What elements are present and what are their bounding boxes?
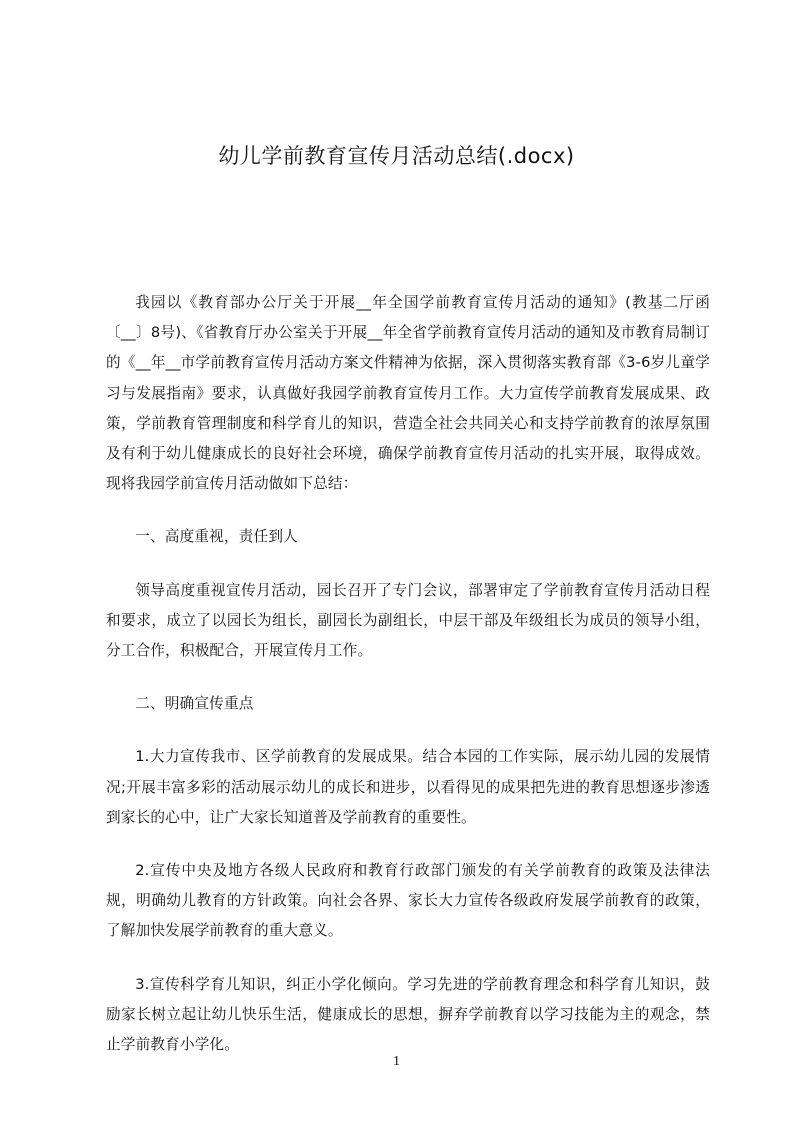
- section-2-heading: 二、明确宣传重点: [135, 695, 254, 713]
- page-number: 1: [393, 1054, 400, 1069]
- section-2-item-1: 1.大力宣传我市、区学前教育的发展成果。结合本园的工作实际，展示幼儿园的发展情况;开展丰富多彩的活动展示幼儿的成长和进步，以看得见的成果把先进的教育思想逐步渗透到家长的心中，让广大家长知道普及学前教育的重要性。: [106, 748, 710, 826]
- section-1-paragraph: 领导高度重视宣传月活动，园长召开了专门会议，部署审定了学前教育宣传月活动日程和要求，成立了以园长为组长，副园长为副组长，中层干部及年级组长为成员的领导小组，分工合作，积极配合，开展宣传月工作。: [106, 581, 710, 660]
- section-2-item-3: 3.宣传科学育儿知识，纠正小学化倾向。学习先进的学前教育理念和科学育儿知识，鼓励家长树立起让幼儿快乐生活，健康成长的思想，摒弃学前教育以学习技能为主的观念，禁止学前教育小学化。: [106, 975, 710, 1054]
- section-2-item-2: 2.宣传中央及地方各级人民政府和教育行政部门颁发的有关学前教育的政策及法律法规，明确幼儿教育的方针政策。向社会各界、家长大力宣传各级政府发展学前教育的政策，了解加快发展学前教育的重大意义。: [106, 862, 710, 940]
- section-1-heading: 一、高度重视，责任到人: [135, 528, 298, 546]
- document-title: 幼儿学前教育宣传月活动总结(.docx): [218, 144, 575, 168]
- intro-paragraph: 我园以《教育部办公厅关于开展__年全国学前教育宣传月活动的通知》(教基二厅函〔__〕8号)、《省教育厅办公室关于开展__年全省学前教育宣传月活动的通知及市教育局制订的《__年__市学前教育宣传月活动方案文件精神为依据，深入贯彻落实教育部《3-6岁儿童学习与发展指南》要求，认真做好我园学前教育宣传月工作。大力宣传学前教育发展成果、政策，学前教育管理制度和科学育儿的知识，营造全社会共同关心和支持学前教育的浓厚氛围及有利于幼儿健康成长的良好社会环境，确保学前教育宣传月活动的扎实开展，取得成效。现将我园学前宣传月活动做如下总结：: [106, 294, 710, 493]
- document-body: [106, 288, 710, 1083]
